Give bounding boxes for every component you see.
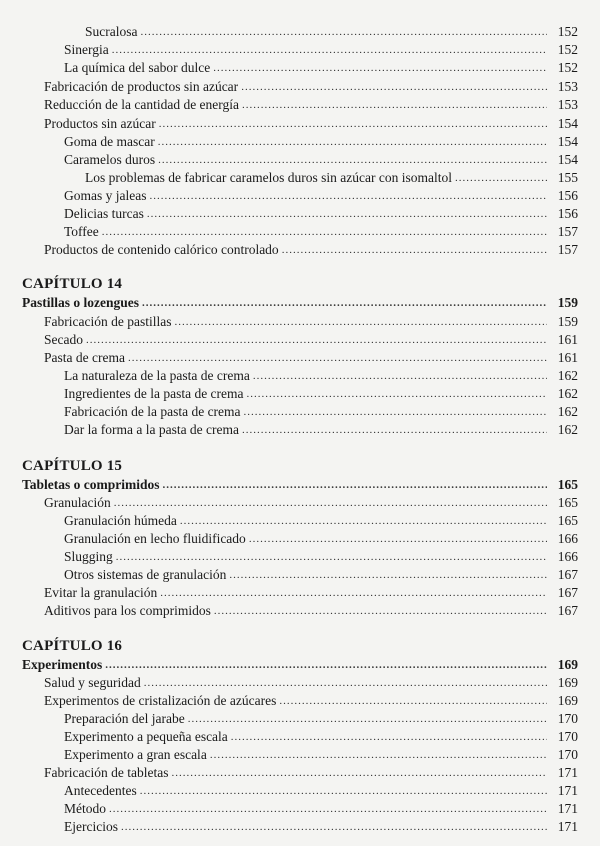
- dot-leader: [160, 584, 547, 602]
- toc-entry-title: Los problemas de fabricar caramelos duros sin azúcar con isomaltol: [85, 170, 452, 185]
- toc-entry-title: Fabricación de la pasta de crema: [64, 404, 241, 419]
- toc-entry-title: Caramelos duros: [64, 152, 156, 167]
- toc-entry-title: Toffee: [64, 224, 99, 239]
- toc-entry: [44, 584, 578, 602]
- toc-entry-page: 161: [557, 350, 578, 365]
- dot-leader: [158, 133, 547, 151]
- toc-entry-title: La química del sabor dulce: [64, 60, 211, 75]
- toc-entry: [64, 133, 578, 151]
- toc-entry-title: Gomas y jaleas: [64, 188, 147, 203]
- chapter-title-entry: [22, 656, 578, 674]
- dot-leader: [142, 294, 547, 312]
- toc-entry-page: 154: [557, 116, 578, 131]
- toc-entry-page: 153: [557, 97, 578, 112]
- dot-leader: [121, 818, 547, 836]
- toc-entry: [64, 548, 578, 566]
- dot-leader: [253, 367, 547, 385]
- toc-entry-title: Goma de mascar: [64, 134, 155, 149]
- dot-leader: [231, 728, 547, 746]
- dot-leader: [171, 764, 547, 782]
- toc-entry-page: 162: [557, 368, 578, 383]
- dot-leader: [188, 710, 547, 728]
- toc-entry: [64, 710, 578, 728]
- toc-entry-title: Productos sin azúcar: [44, 116, 156, 131]
- toc-entry: [85, 169, 578, 187]
- toc-entry-title: Reducción de la cantidad de energía: [44, 97, 240, 112]
- chapter-page: 159: [557, 295, 578, 310]
- dot-leader: [174, 313, 547, 331]
- toc-entry-page: 169: [557, 675, 578, 690]
- toc-entry-page: 156: [557, 206, 578, 221]
- toc-entry: [44, 96, 578, 114]
- toc-entry-title: Slugging: [64, 549, 113, 564]
- toc-entry: [44, 115, 578, 133]
- toc-entry: [64, 367, 578, 385]
- toc-entry-title: Método: [64, 801, 106, 816]
- toc-entry: [85, 23, 578, 41]
- chapter-page: 165: [557, 477, 578, 492]
- dot-leader: [102, 223, 547, 241]
- dot-leader: [214, 602, 547, 620]
- toc-entry-page: 162: [557, 386, 578, 401]
- toc-entry-title: Pasta de crema: [44, 350, 125, 365]
- dot-leader: [109, 800, 547, 818]
- toc-entry-page: 153: [557, 79, 578, 94]
- chapter-title: Pastillas o lozengues: [22, 295, 139, 310]
- toc-entry-title: Sucralosa: [85, 24, 138, 39]
- dot-leader: [116, 548, 547, 566]
- dot-leader: [159, 115, 547, 133]
- dot-leader: [210, 746, 547, 764]
- toc-entry: [64, 566, 578, 584]
- toc-entry: [44, 313, 578, 331]
- toc-entry-page: 171: [557, 765, 578, 780]
- toc-entry-page: 170: [557, 747, 578, 762]
- chapter-heading: CAPÍTULO 16: [22, 638, 123, 654]
- toc-entry-title: Fabricación de tabletas: [44, 765, 169, 780]
- toc-entry: [64, 151, 578, 169]
- toc-entry-page: 167: [557, 603, 578, 618]
- toc-entry: [64, 385, 578, 403]
- toc-entry-page: 152: [557, 24, 578, 39]
- dot-leader: [282, 241, 547, 259]
- toc-entry-page: 167: [557, 585, 578, 600]
- dot-leader: [163, 476, 547, 494]
- toc-entry-title: Aditivos para los comprimidos: [44, 603, 211, 618]
- dot-leader: [158, 151, 547, 169]
- toc-entry-title: Productos de contenido calórico controlado: [44, 242, 279, 257]
- toc-entry: [44, 764, 578, 782]
- dot-leader: [149, 187, 547, 205]
- dot-leader: [144, 674, 547, 692]
- toc-entry-page: 152: [557, 60, 578, 75]
- dot-leader: [128, 349, 547, 367]
- toc-entry: [44, 674, 578, 692]
- chapter-heading: CAPÍTULO 14: [22, 276, 123, 292]
- toc-entry: [44, 349, 578, 367]
- dot-leader: [86, 331, 547, 349]
- dot-leader: [229, 566, 547, 584]
- toc-entry-page: 156: [557, 188, 578, 203]
- toc-entry: [64, 818, 578, 836]
- toc-entry: [64, 782, 578, 800]
- dot-leader: [140, 23, 547, 41]
- dot-leader: [140, 782, 547, 800]
- dot-leader: [244, 403, 547, 421]
- toc-entry: [44, 692, 578, 710]
- toc-entry-page: 161: [557, 332, 578, 347]
- dot-leader: [249, 530, 547, 548]
- dot-leader: [242, 96, 547, 114]
- toc-entry-page: 157: [557, 242, 578, 257]
- toc-entry: [64, 421, 578, 439]
- toc-entry: [64, 403, 578, 421]
- chapter-title: Experimentos: [22, 657, 103, 672]
- toc-entry-page: 154: [557, 134, 578, 149]
- toc-entry-page: 154: [557, 152, 578, 167]
- toc-entry-page: 155: [557, 170, 578, 185]
- toc-entry-page: 152: [557, 42, 578, 57]
- dot-leader: [112, 41, 547, 59]
- toc-entry-page: 162: [557, 404, 578, 419]
- toc-entry-page: 169: [557, 693, 578, 708]
- toc-entry-title: Evitar la granulación: [44, 585, 158, 600]
- toc-entry-page: 166: [557, 549, 578, 564]
- toc-entry-page: 167: [557, 567, 578, 582]
- toc-entry-page: 171: [557, 783, 578, 798]
- toc-entry: [64, 205, 578, 223]
- dot-leader: [241, 78, 547, 96]
- toc-entry: [64, 512, 578, 530]
- toc-entry-title: Fabricación de productos sin azúcar: [44, 79, 239, 94]
- toc-entry-title: Experimento a gran escala: [64, 747, 207, 762]
- toc-entry-page: 157: [557, 224, 578, 239]
- toc-entry-title: Granulación húmeda: [64, 513, 177, 528]
- toc-entry-title: Delicias turcas: [64, 206, 144, 221]
- toc-entry-title: Antecedentes: [64, 783, 137, 798]
- toc-entry-page: 170: [557, 729, 578, 744]
- toc-entry-page: 166: [557, 531, 578, 546]
- toc-entry-title: Fabricación de pastillas: [44, 314, 172, 329]
- toc-entry: [64, 223, 578, 241]
- toc-entry-title: La naturaleza de la pasta de crema: [64, 368, 250, 383]
- toc-entry: [44, 331, 578, 349]
- toc-entry-title: Experimentos de cristalización de azúcares: [44, 693, 277, 708]
- toc-entry: [44, 78, 578, 96]
- toc-entry: [64, 530, 578, 548]
- toc-entry-title: Granulación en lecho fluidificado: [64, 531, 246, 546]
- toc-entry-title: Salud y seguridad: [44, 675, 141, 690]
- toc-entry-title: Granulación: [44, 495, 111, 510]
- toc-entry-page: 171: [557, 801, 578, 816]
- toc-entry: [64, 728, 578, 746]
- toc-entry-title: Otros sistemas de granulación: [64, 567, 227, 582]
- toc-entry-title: Sinergia: [64, 42, 109, 57]
- dot-leader: [147, 205, 547, 223]
- dot-leader: [105, 656, 547, 674]
- toc-entry-page: 165: [557, 495, 578, 510]
- toc-entry-page: 159: [557, 314, 578, 329]
- chapter-title-entry: [22, 294, 578, 312]
- toc-entry: [44, 602, 578, 620]
- toc-entry-title: Dar la forma a la pasta de crema: [64, 422, 240, 437]
- toc-entry-title: Secado: [44, 332, 83, 347]
- dot-leader: [213, 59, 547, 77]
- dot-leader: [114, 494, 547, 512]
- toc-entry-page: 162: [557, 422, 578, 437]
- dot-leader: [180, 512, 547, 530]
- toc-entry-title: Ingredientes de la pasta de crema: [64, 386, 244, 401]
- toc-entry-page: 170: [557, 711, 578, 726]
- dot-leader: [279, 692, 547, 710]
- toc-entry: [64, 59, 578, 77]
- dot-leader: [455, 169, 547, 187]
- toc-entry: [64, 746, 578, 764]
- chapter-page: 169: [557, 657, 578, 672]
- toc-entry: [64, 800, 578, 818]
- toc-entry: [64, 41, 578, 59]
- dot-leader: [242, 421, 547, 439]
- toc-entry-title: Ejercicios: [64, 819, 118, 834]
- chapter-title-entry: [22, 476, 578, 494]
- chapter-title: Tabletas o comprimidos: [22, 477, 160, 492]
- dot-leader: [247, 385, 547, 403]
- chapter-heading: CAPÍTULO 15: [22, 458, 123, 474]
- toc-entry-page: 171: [557, 819, 578, 834]
- toc-entry: [64, 187, 578, 205]
- toc-entry: [44, 494, 578, 512]
- toc-entry-page: 165: [557, 513, 578, 528]
- toc-entry: [44, 241, 578, 259]
- toc-entry-title: Experimento a pequeña escala: [64, 729, 228, 744]
- toc-entry-title: Preparación del jarabe: [64, 711, 185, 726]
